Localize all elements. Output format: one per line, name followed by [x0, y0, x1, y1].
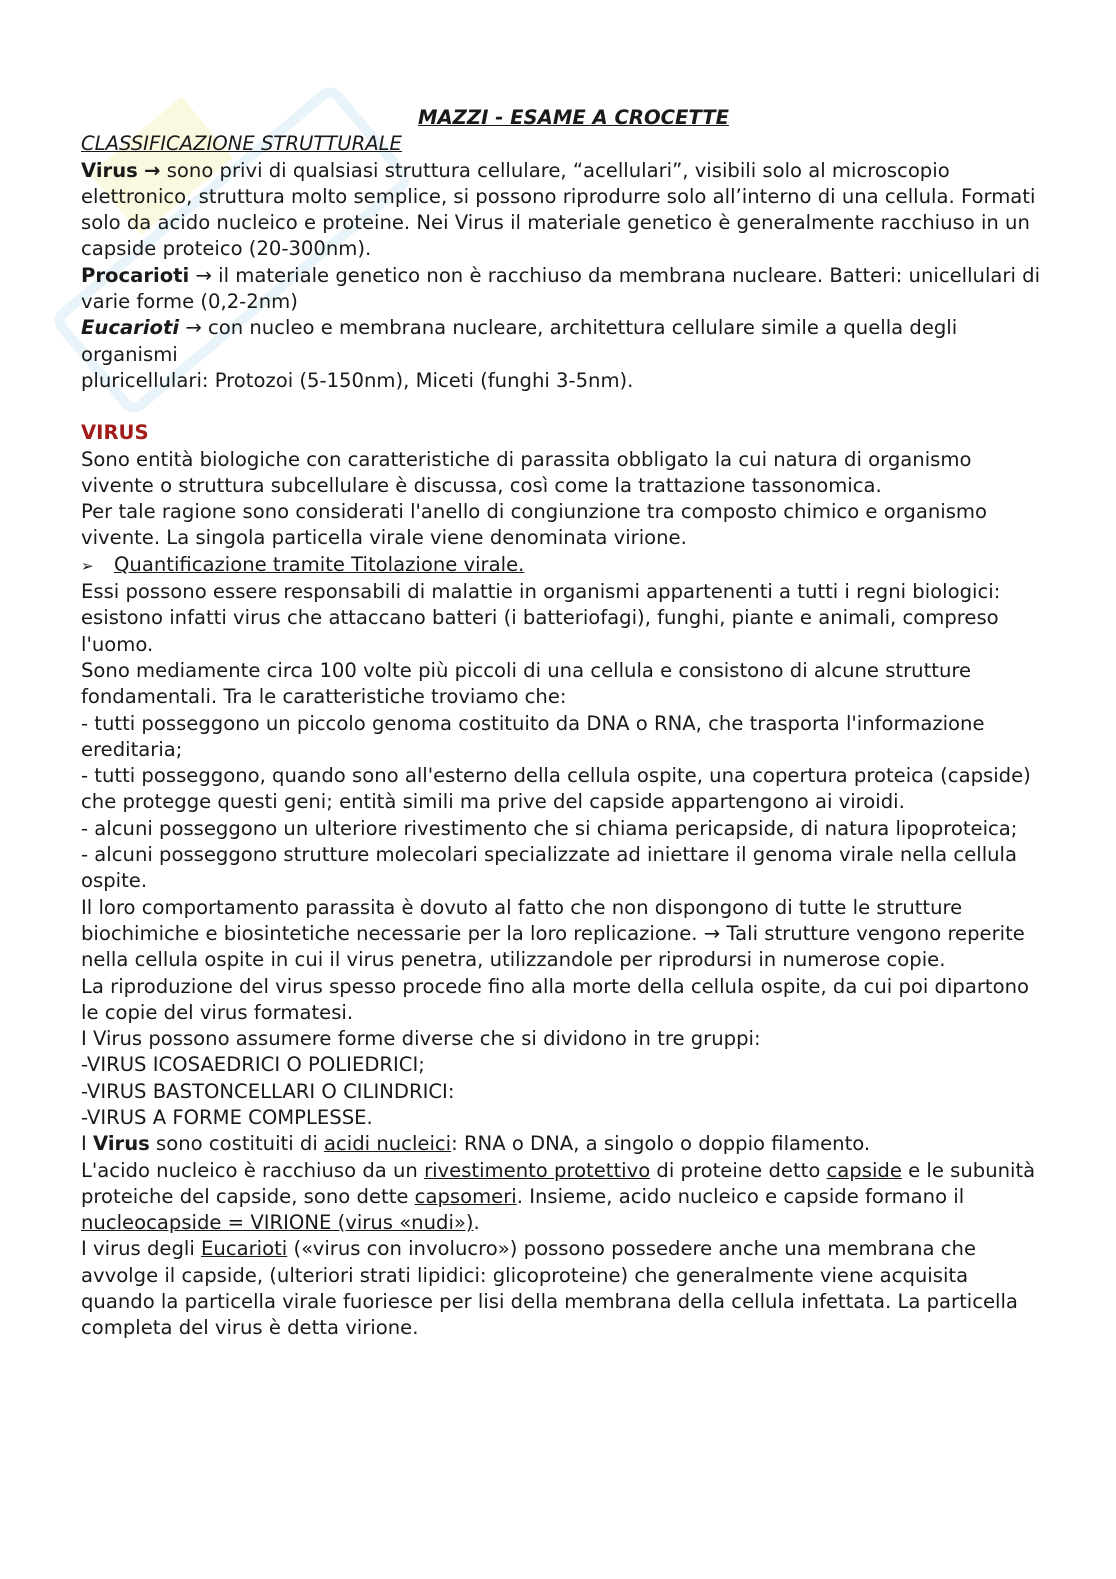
virus-paragraph: L'acido nucleico è racchiuso da un rivestimento protettivo di proteine detto capside e le subunità proteiche del capside, sono dette capsomeri. Insieme, acido nucleico e capside formano il nucleocapside = VIRIONE (virus «nudi»). — [81, 1158, 1036, 1235]
virus-paragraph: Il loro comportamento parassita è dovuto al fatto che non dispongono di tutte le strutture biochimiche e biosintetiche necessarie per la loro replicazione. → Tali strutture vengono reperite nella cellula ospite in cui il virus penetra, utilizzandole per riprodursi in numerose copie. — [81, 895, 1025, 972]
document-title: MAZZI - ESAME A CROCETTE — [418, 106, 729, 129]
arrow-icon: → — [703, 921, 721, 945]
arrow-icon: → — [185, 316, 202, 340]
bullet-item: ➢ Quantificazione tramite Titolazione virale. — [81, 552, 1041, 579]
list-item: - alcuni posseggono un ulteriore rivestimento che si chiama pericapside, di natura lipoproteica; — [81, 816, 1018, 840]
arrow-icon: → — [195, 263, 212, 287]
document-page — [81, 105, 1041, 1342]
structural-heading: CLASSIFICAZIONE STRUTTURALE — [81, 132, 402, 156]
virus-paragraph: Sono entità biologiche con caratteristiche di parassita obbligato la cui natura di organismo vivente o struttura subcellulare è discussa, così come la trattazione tassonomica. — [81, 447, 972, 497]
arrow-bullet-icon: ➢ — [81, 556, 94, 575]
virus-paragraph: Essi possono essere responsabili di malattie in organismi appartenenti a tutti i regni biologici: esistono infatti virus che attaccano batteri (i batteriofagi), funghi, piante e animali, compreso l'uomo. — [81, 580, 1001, 656]
procarioti-definition: Procarioti → il materiale genetico non è racchiuso da membrana nucleare. Batteri: unicellulari di varie forme (0,2-2nm) — [81, 263, 1041, 314]
virus-paragraph: Per tale ragione sono considerati l'anello di congiunzione tra composto chimico e organismo vivente. La singola particella virale viene denominata virione. — [81, 500, 987, 550]
virus-paragraph: I Virus possono assumere forme diverse che si dividono in tre gruppi: — [81, 1027, 761, 1051]
arrow-icon: → — [144, 158, 161, 182]
list-item: - alcuni posseggono strutture molecolari specializzate ad iniettare il genoma virale nella cellula ospite. — [81, 843, 1018, 893]
eucarioti-definition: Eucarioti → con nucleo e membrana nucleare, architettura cellulare simile a quella degli organismi — [81, 316, 958, 366]
virus-heading: VIRUS — [81, 421, 149, 445]
group-item: -VIRUS ICOSAEDRICI O POLIEDRICI; — [81, 1053, 425, 1077]
virus-paragraph: Sono mediamente circa 100 volte più piccoli di una cellula e consistono di alcune strutture fondamentali. Tra le caratteristiche troviamo che: — [81, 658, 972, 709]
virus-definition: Virus → sono privi di qualsiasi struttura cellulare, “acellulari”, visibili solo al microscopio elettronico, struttura molto semplice, si possono riprodurre solo all’interno di una cellula. Formati solo da acido nucleico e proteine. Nei Virus il materiale genetico è generalmente racchiuso in un capside proteico (20-300nm). — [81, 158, 1036, 261]
list-item: - tutti posseggono, quando sono all'esterno della cellula ospite, una copertura proteica (capside) che protegge questi geni; entità simili ma prive del capside appartengono ai viroidi. — [81, 764, 1031, 814]
virus-paragraph: La riproduzione del virus spesso procede fino alla morte della cellula ospite, da cui poi dipartono le copie del virus formatesi. — [81, 974, 1030, 1024]
virus-paragraph: I virus degli Eucarioti («virus con involucro») possono possedere anche una membrana che avvolge il capside, (ulteriori strati lipidici: glicoproteine) che generalmente viene acquisita quando la particella virale fuoriesce per lisi della membrana della cellula infettata. La particella completa del virus è detta virione. — [81, 1237, 1018, 1340]
list-item: - tutti posseggono un piccolo genoma costituito da DNA o RNA, che trasporta l'informazione ereditaria; — [81, 711, 985, 761]
eucarioti-continuation: pluricellulari: Protozoi (5-150nm), Miceti (funghi 3-5nm). — [81, 368, 634, 392]
group-item: -VIRUS BASTONCELLARI O CILINDRICI: — [81, 1079, 455, 1103]
virus-paragraph: I Virus sono costituiti di acidi nucleici: RNA o DNA, a singolo o doppio filamento. — [81, 1132, 871, 1156]
group-item: -VIRUS A FORME COMPLESSE. — [81, 1105, 373, 1129]
